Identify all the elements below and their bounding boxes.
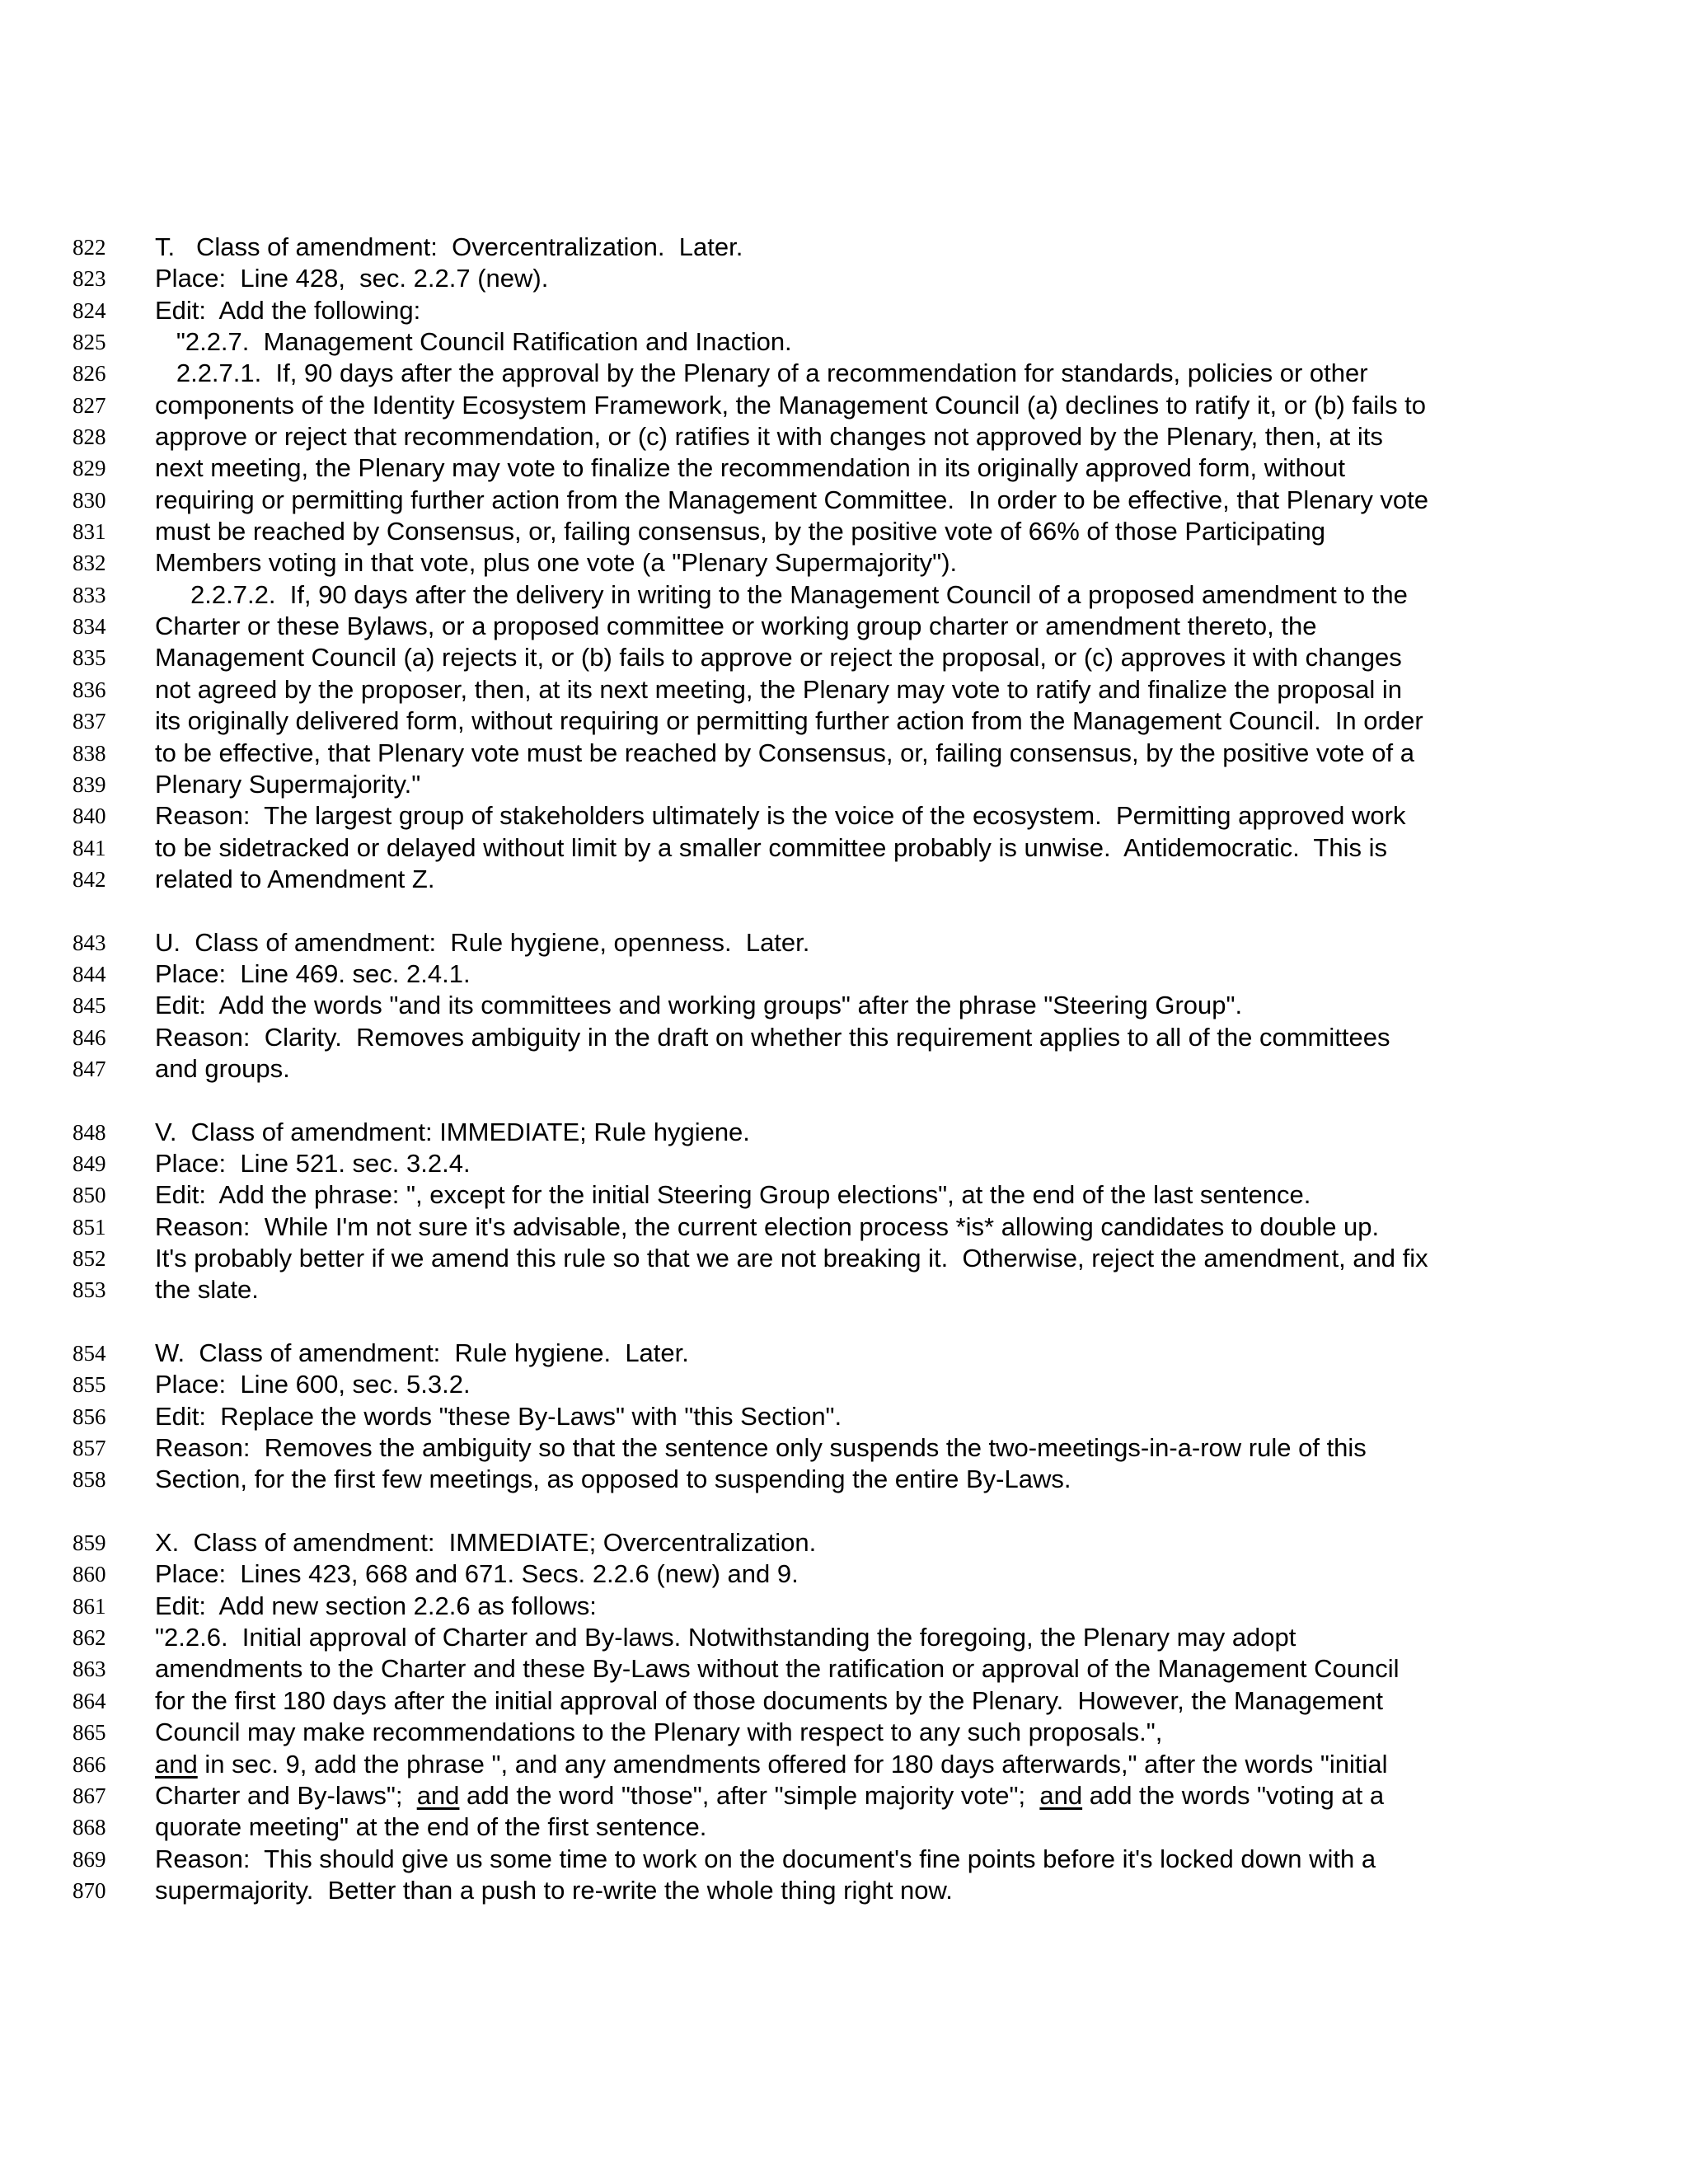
line-text: components of the Identity Ecosystem Framework, the Management Council (a) declines to ratify it, or (b) fails to [155,390,1427,419]
line-number: 856 [73,1404,106,1429]
line-855 [0,1369,1688,1400]
line-866 [0,1749,1688,1780]
line-839 [0,769,1688,800]
line-865 [0,1717,1688,1748]
line-text: must be reached by Consensus, or, failing consensus, by the positive vote of 66% of those Participating [155,517,1325,546]
line-number: 830 [73,487,106,513]
line-text: Charter or these Bylaws, or a proposed committee or working group charter or amendment thereto, the [155,612,1317,641]
line-853 [0,1274,1688,1305]
line-849 [0,1148,1688,1179]
blank-line [0,1306,1688,1338]
line-number: 845 [73,993,106,1019]
line-number: 858 [73,1467,106,1493]
line-number: 837 [73,709,106,734]
line-text [155,1780,1384,1811]
line-828 [0,421,1688,452]
line-text: U. Class of amendment: Rule hygiene, openness. Later. [155,927,810,957]
line-number: 844 [73,961,106,987]
line-text: T. Class of amendment: Overcentralization. Later. [155,232,743,261]
line-number: 849 [73,1151,106,1176]
line-862 [0,1622,1688,1653]
line-number: 868 [73,1815,106,1840]
line-text: Place: Line 428, sec. 2.2.7 (new). [155,264,549,293]
line-833 [0,579,1688,611]
line-text: requiring or permitting further action from the Management Committee. In order to be effective, that Plenary vote [155,485,1429,514]
line-831 [0,516,1688,547]
underlined-and: and [1039,1780,1083,1810]
line-text: X. Class of amendment: IMMEDIATE; Overcentralization. [155,1528,817,1558]
line-number: 841 [73,835,106,860]
line-text: Members voting in that vote, plus one vote (a "Plenary Supermajority"). [155,548,958,578]
line-text: Edit: Replace the words "these By-Laws" with "this Section". [155,1401,842,1431]
line-text: and groups. [155,1053,290,1083]
line-823 [0,263,1688,294]
line-text: next meeting, the Plenary may vote to finalize the recommendation in its originally approved form, without [155,453,1345,483]
line-number: 827 [73,392,106,418]
line-number: 842 [73,866,106,892]
line-text: W. Class of amendment: Rule hygiene. Later. [155,1338,689,1368]
line-848 [0,1117,1688,1148]
line-text: quorate meeting" at the end of the first sentence. [155,1812,707,1842]
line-text: Place: Line 521. sec. 3.2.4. [155,1148,471,1178]
line-text: Reason: The largest group of stakeholders ultimately is the voice of the ecosystem. Permitting approved work [155,801,1406,831]
line-number: 866 [73,1751,106,1777]
line-836 [0,674,1688,705]
line-number: 850 [73,1183,106,1208]
line-text: Reason: Clarity. Removes ambiguity in the draft on whether this requirement applies to all of the committees [155,1022,1390,1052]
line-number: 870 [73,1877,106,1903]
line-841 [0,832,1688,864]
line-text: Edit: Add the phrase: ", except for the initial Steering Group elections", at the end of the last sentence. [155,1180,1311,1210]
line-867 [0,1780,1688,1811]
line-number: 852 [73,1246,106,1271]
document-page [0,232,1688,1906]
line-863 [0,1653,1688,1685]
line-834 [0,611,1688,642]
line-869 [0,1844,1688,1875]
line-824 [0,295,1688,326]
line-text: Reason: This should give us some time to work on the document's fine points before it's locked down with a [155,1844,1376,1873]
line-854 [0,1338,1688,1369]
line-number: 824 [73,298,106,323]
line-842 [0,864,1688,895]
line-852 [0,1243,1688,1274]
line-text: Reason: While I'm not sure it's advisable, the current election process *is* allowing candidates to double up. [155,1212,1380,1241]
line-826 [0,358,1688,389]
line-text: Edit: Add the following: [155,295,421,325]
line-text: to be sidetracked or delayed without limit by a smaller committee probably is unwise. Antidemocratic. This is [155,832,1387,862]
line-number: 861 [73,1593,106,1619]
line-822 [0,232,1688,263]
line-text: Place: Line 469. sec. 2.4.1. [155,958,471,988]
blank-line [0,1496,1688,1527]
line-number: 864 [73,1688,106,1713]
line-number: 860 [73,1562,106,1587]
line-text: It's probably better if we amend this rule so that we are not breaking it. Otherwise, reject the amendment, and fix [155,1244,1428,1272]
line-number: 825 [73,330,106,355]
line-827 [0,390,1688,421]
line-857 [0,1432,1688,1464]
text-run: add the word "those", after "simple majority vote"; [459,1780,1040,1810]
line-837 [0,705,1688,737]
line-text: the slate. [155,1275,259,1305]
line-text: Council may make recommendations to the Plenary with respect to any such proposals.", [155,1718,1163,1747]
line-number: 833 [73,582,106,607]
line-861 [0,1591,1688,1622]
line-text: Place: Line 600, sec. 5.3.2. [155,1370,471,1399]
line-text [155,1749,1387,1780]
line-number: 848 [73,1119,106,1145]
line-text: to be effective, that Plenary vote must be reached by Consensus, or, failing consensus, by the positive vote of a [155,738,1414,767]
blank-line [0,1085,1688,1116]
line-number: 838 [73,740,106,766]
line-825 [0,326,1688,358]
line-838 [0,738,1688,769]
line-number: 869 [73,1846,106,1872]
line-text: supermajority. Better than a push to re-write the whole thing right now. [155,1875,953,1905]
line-844 [0,958,1688,990]
line-856 [0,1401,1688,1432]
line-number: 859 [73,1530,106,1556]
underlined-and: and [155,1749,198,1779]
line-text: Edit: Add the words "and its committees and working groups" after the phrase "Steering Group". [155,991,1243,1020]
line-number: 826 [73,361,106,387]
line-829 [0,452,1688,484]
line-number: 851 [73,1214,106,1240]
line-number: 846 [73,1024,106,1050]
line-number: 828 [73,424,106,450]
line-text: related to Amendment Z. [155,864,435,893]
line-text: Plenary Supermajority." [155,769,421,799]
text-run: in sec. 9, add the phrase ", and any amendments offered for 180 days afterwards," after the words "initial [197,1749,1388,1779]
line-number: 836 [73,677,106,702]
line-840 [0,800,1688,832]
text-run: add the words "voting at a [1082,1780,1385,1810]
line-number: 865 [73,1720,106,1746]
line-859 [0,1527,1688,1558]
line-858 [0,1464,1688,1495]
line-860 [0,1558,1688,1590]
line-text: 2.2.7.1. If, 90 days after the approval by the Plenary of a recommendation for standards, policies or other [155,359,1368,388]
line-number: 854 [73,1341,106,1366]
line-number: 840 [73,804,106,829]
line-number: 862 [73,1625,106,1651]
line-850 [0,1179,1688,1211]
line-846 [0,1022,1688,1053]
line-845 [0,990,1688,1021]
line-text: for the first 180 days after the initial approval of those documents by the Plenary. However, the Management [155,1685,1383,1715]
line-text: its originally delivered form, without requiring or permitting further action from the Management Council. In order [155,706,1423,736]
line-text: Reason: Removes the ambiguity so that the sentence only suspends the two-meetings-in-a-row rule of this [155,1433,1367,1463]
line-text: "2.2.6. Initial approval of Charter and By-laws. Notwithstanding the foregoing, the Plenary may adopt [155,1623,1296,1652]
line-number: 823 [73,266,106,292]
line-text: 2.2.7.2. If, 90 days after the delivery in writing to the Management Council of a proposed amendment to the [155,579,1408,609]
line-number: 822 [73,235,106,260]
line-number: 867 [73,1783,106,1808]
line-number: 857 [73,1436,106,1461]
line-number: 853 [73,1277,106,1303]
line-847 [0,1053,1688,1085]
line-number: 863 [73,1657,106,1682]
line-870 [0,1875,1688,1906]
line-text: "2.2.7. Management Council Ratification and Inaction. [155,327,792,357]
line-number: 839 [73,771,106,797]
line-text: Place: Lines 423, 668 and 671. Secs. 2.2.6 (new) and 9. [155,1559,799,1589]
line-text: Section, for the first few meetings, as opposed to suspending the entire By-Laws. [155,1465,1071,1494]
line-number: 829 [73,456,106,481]
line-text: Edit: Add new section 2.2.6 as follows: [155,1591,597,1620]
line-835 [0,642,1688,673]
line-text: V. Class of amendment: IMMEDIATE; Rule hygiene. [155,1117,750,1146]
line-number: 847 [73,1056,106,1081]
line-number: 834 [73,614,106,640]
line-832 [0,547,1688,579]
line-number: 855 [73,1372,106,1398]
line-number: 835 [73,645,106,671]
line-number: 831 [73,519,106,545]
underlined-and: and [416,1780,460,1810]
line-number: 832 [73,551,106,576]
line-843 [0,927,1688,958]
text-run: Charter and By-laws"; [155,1780,417,1810]
line-text: not agreed by the proposer, then, at its next meeting, the Plenary may vote to ratify and finalize the proposal in [155,674,1403,704]
line-number: 843 [73,930,106,955]
line-830 [0,485,1688,516]
line-864 [0,1685,1688,1717]
line-851 [0,1212,1688,1243]
line-text: Management Council (a) rejects it, or (b) fails to approve or reject the proposal, or (c) approves it with changes [155,643,1402,673]
line-868 [0,1811,1688,1843]
line-text: amendments to the Charter and these By-Laws without the ratification or approval of the Management Council [155,1654,1400,1684]
line-text: approve or reject that recommendation, or (c) ratifies it with changes not approved by the Plenary, then, at its [155,422,1383,452]
blank-line [0,895,1688,926]
